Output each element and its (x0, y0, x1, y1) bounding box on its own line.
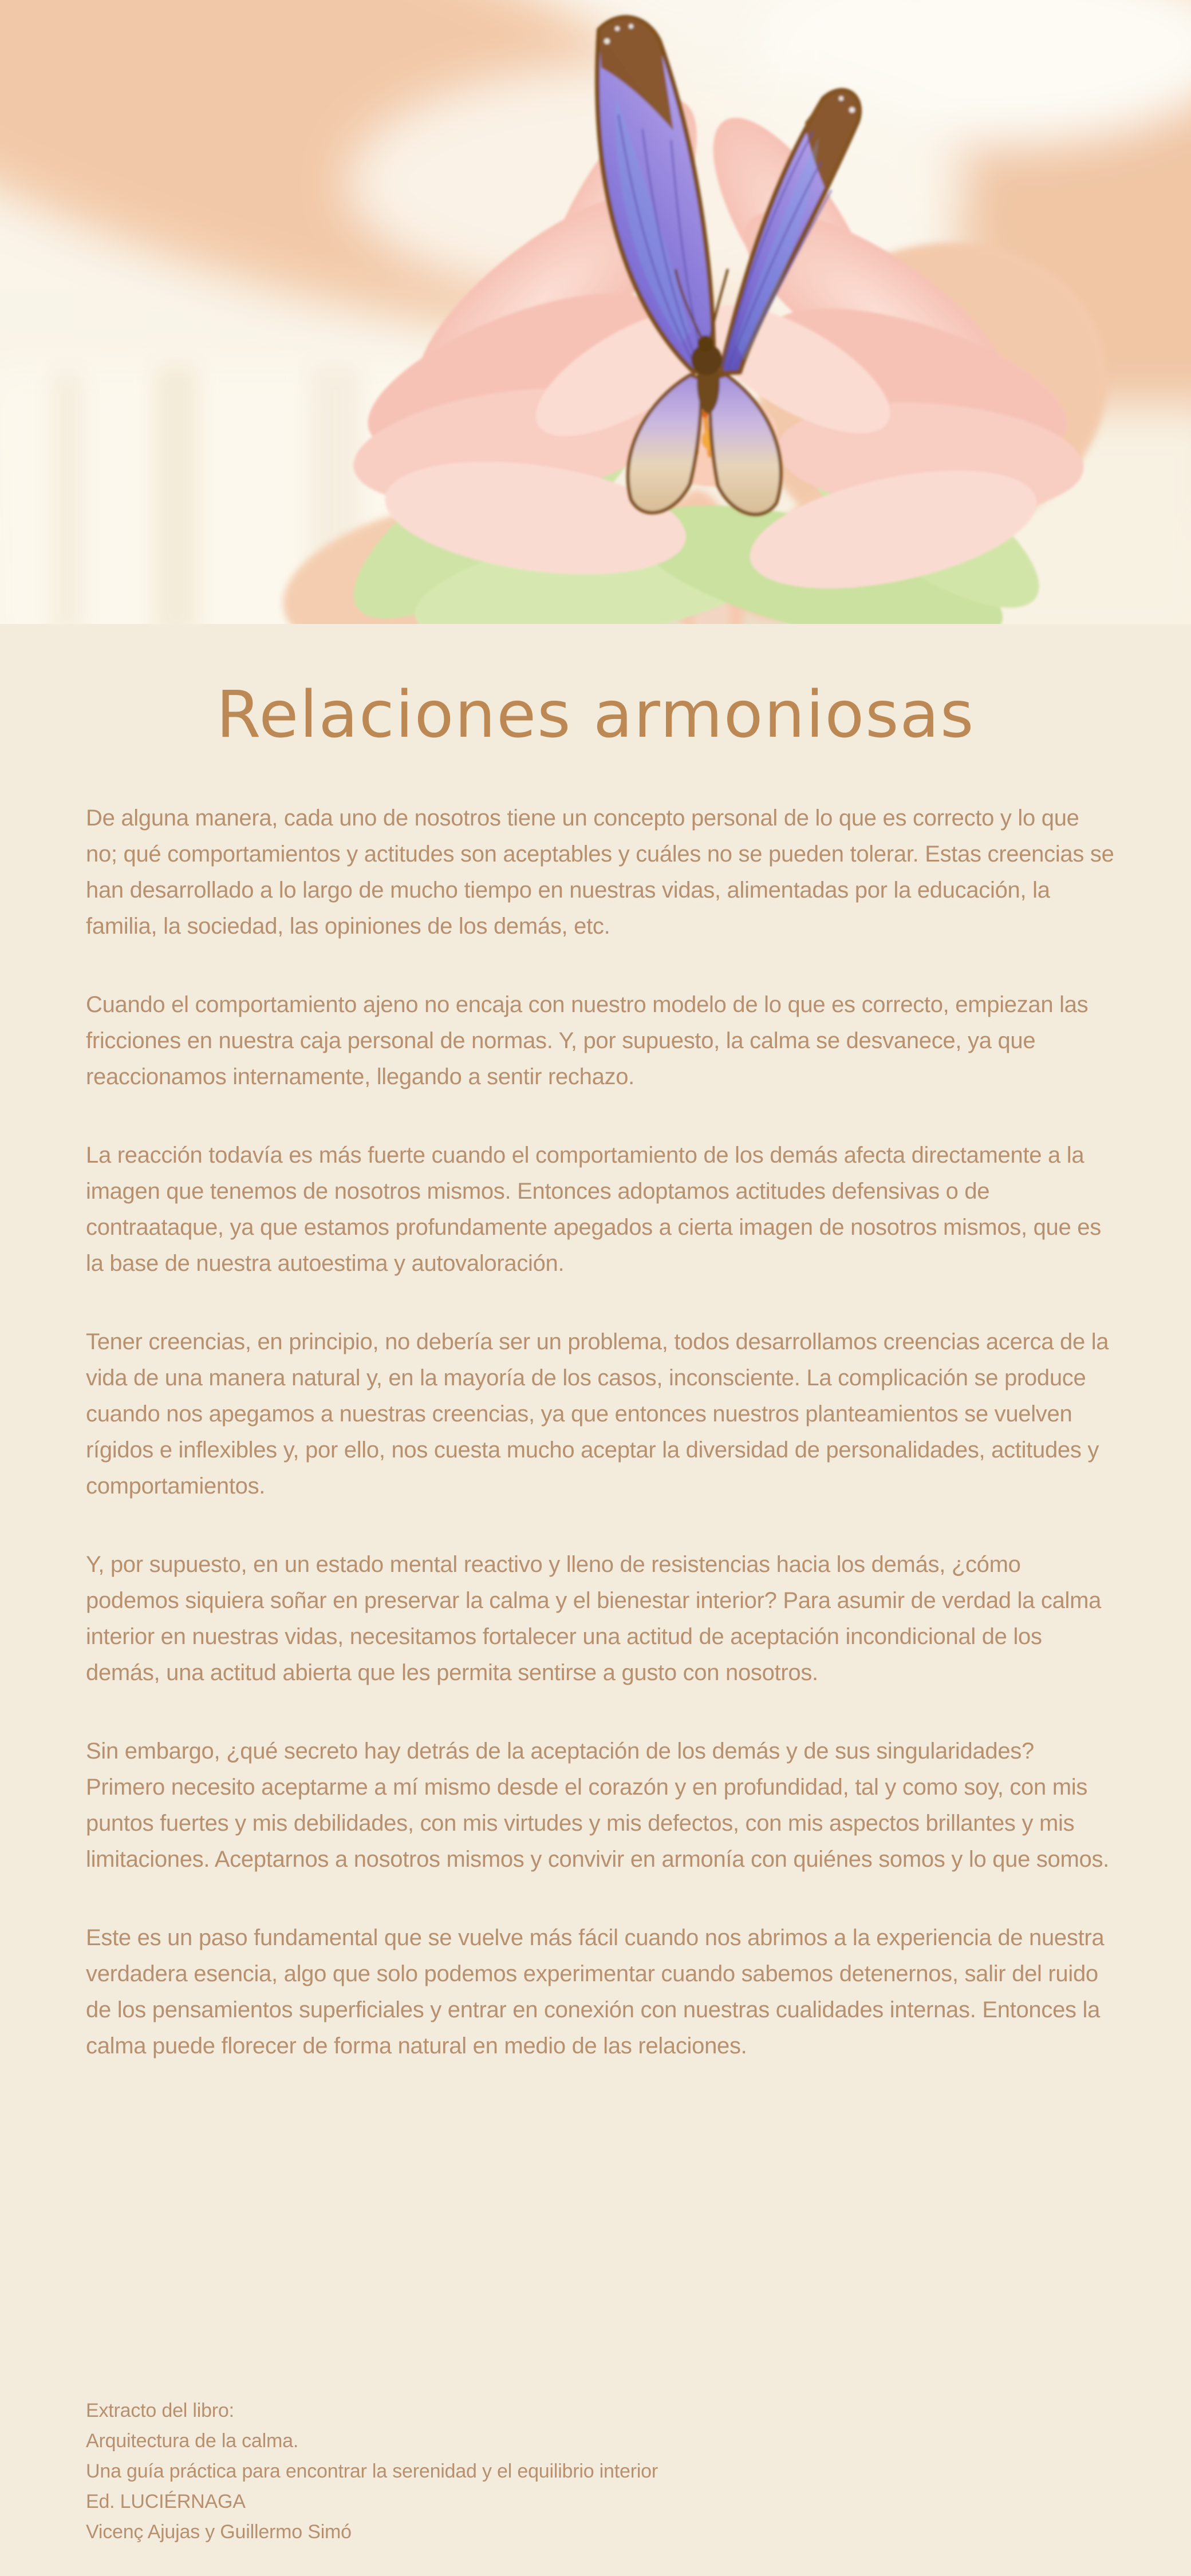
hands-holding-lotus-with-butterfly-photo (0, 0, 1191, 624)
footer-line: Vicenç Ajujas y Guillermo Simó (86, 2521, 352, 2543)
paragraph: De alguna manera, cada uno de nosotros tiene un concepto personal de lo que es correcto y lo que no; qué comportamientos y actitudes son aceptables y cuáles no se pueden tolerar. Estas creencias se han desarrollado a lo largo de mucho tiempo en nuestras vidas, alimentadas por la educación, la familia, la sociedad, las opiniones de los demás, etc. (86, 805, 1114, 939)
footer-line: Ed. LUCIÉRNAGA (86, 2491, 246, 2512)
paragraph: Cuando el comportamiento ajeno no encaja con nuestro modelo de lo que es correcto, empiezan las fricciones en nuestra caja personal de normas. Y, por supuesto, la calma se desvanece, ya que reaccionamos internamente, llegando a sentir rechazo. (86, 992, 1089, 1089)
paragraph: Sin embargo, ¿qué secreto hay detrás de la aceptación de los demás y de sus singularidades? Primero necesito aceptarme a mí mismo desde el corazón y en profundidad, tal y como soy, con mis puntos fuertes y mis debilidades, con mis virtudes y mis defectos, con mis aspectos brillantes y mis limitaciones. Aceptarnos a nosotros mismos y convivir en armonía con quiénes somos y lo que somos. (86, 1739, 1109, 1872)
paragraph: Este es un paso fundamental que se vuelve más fácil cuando nos abrimos a la experiencia de nuestra verdadera esencia, algo que solo podemos experimentar cuando sabemos detenernos, salir del ruido de los pensamientos superficiales y entrar en conexión con nuestras cualidades internas. Entonces la calma puede florecer de forma natural en medio de las relaciones. (86, 1925, 1105, 2059)
footer-line: Extracto del libro: (86, 2400, 234, 2421)
hero-photo (0, 0, 1191, 624)
book-credit (86, 2396, 1117, 2547)
article-body (86, 800, 1117, 2107)
page-title: Relaciones armoniosas (216, 678, 975, 752)
paragraph: Tener creencias, en principio, no debería ser un problema, todos desarrollamos creencias acerca de la vida de una manera natural y, en la mayoría de los casos, inconsciente. La complicación se produce cuando nos apegamos a nuestras creencias, ya que entonces nuestros planteamientos se vuelven rígidos e inflexibles y, por ello, nos cuesta mucho aceptar la diversidad de personalidades, actitudes y comportamientos. (86, 1329, 1109, 1499)
paragraph: La reacción todavía es más fuerte cuando el comportamiento de los demás afecta directamente a la imagen que tenemos de nosotros mismos. Entonces adoptamos actitudes defensivas o de contraataque, ya que estamos profundamente apegados a cierta imagen de nosotros mismos, que es la base de nuestra autoestima y autovaloración. (86, 1143, 1101, 1276)
footer-line: Una guía práctica para encontrar la serenidad y el equilibrio interior (86, 2460, 658, 2482)
paragraph: Y, por supuesto, en un estado mental reactivo y lleno de resistencias hacia los demás, ¿cómo podemos siquiera soñar en preservar la calma y el bienestar interior? Para asumir de verdad la calma interior en nuestras vidas, necesitamos fortalecer una actitud de aceptación incondicional de los demás, una actitud abierta que les permita sentirse a gusto con nosotros. (86, 1552, 1102, 1685)
footer-line: Arquitectura de la calma. (86, 2430, 299, 2452)
